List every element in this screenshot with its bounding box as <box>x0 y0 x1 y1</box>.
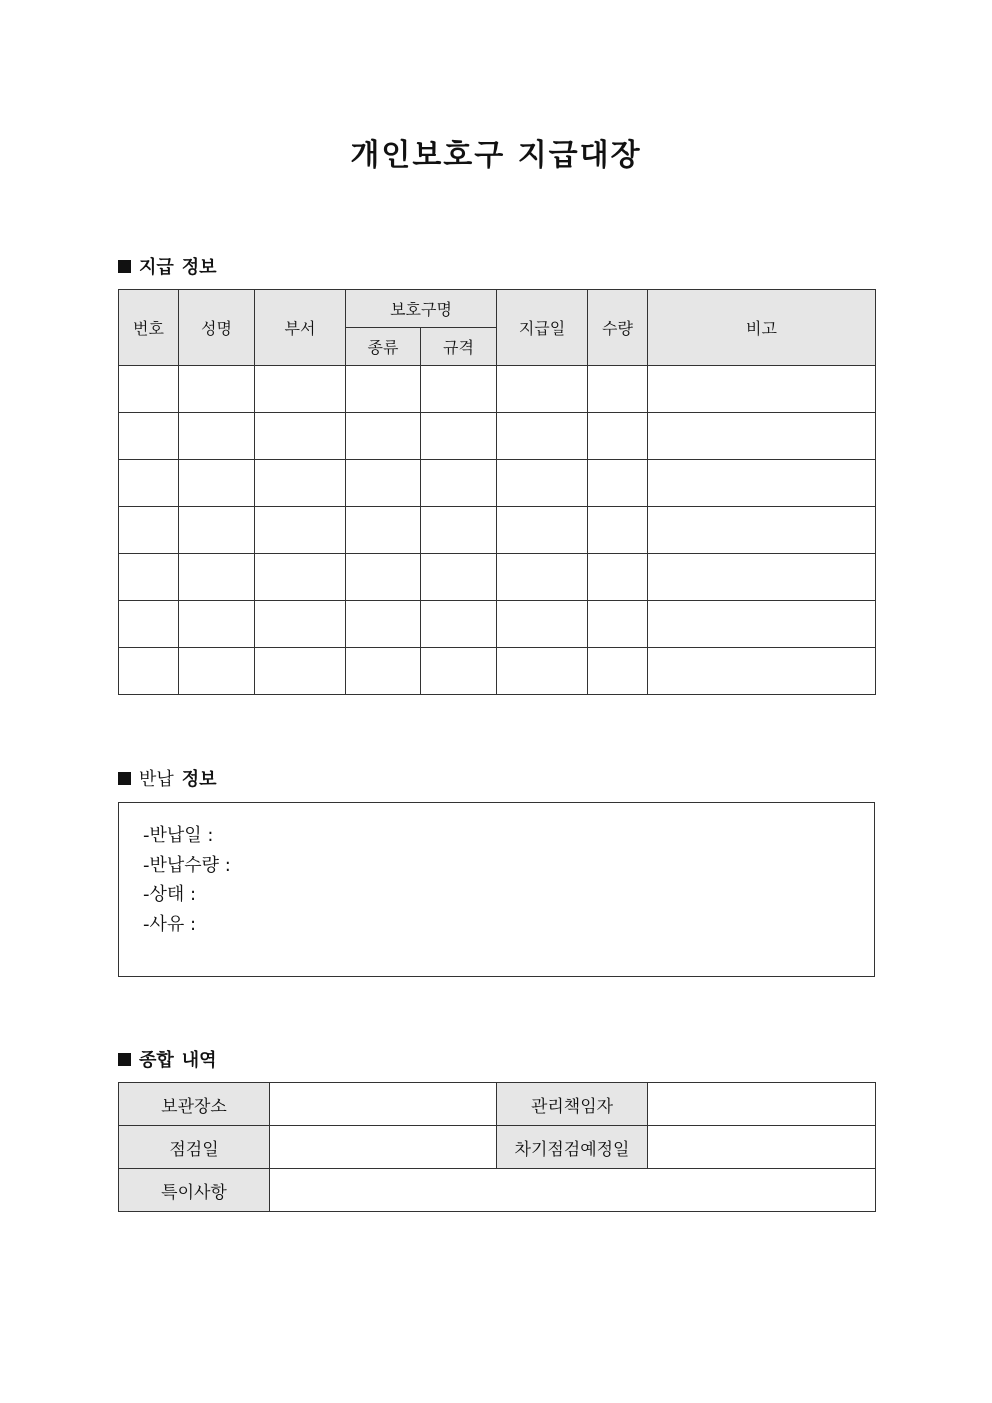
next-inspection-value-cell[interactable] <box>648 1126 876 1169</box>
cell-no[interactable] <box>119 554 179 601</box>
cell-type[interactable] <box>346 648 421 695</box>
cell-note[interactable] <box>648 507 876 554</box>
issue-table-body <box>119 366 876 695</box>
header-date: 지급일 <box>497 290 588 366</box>
header-name: 성명 <box>179 290 255 366</box>
cell-qty[interactable] <box>588 366 648 413</box>
cell-spec[interactable] <box>421 554 497 601</box>
section-heading-summary <box>118 1046 217 1072</box>
cell-name[interactable] <box>179 648 255 695</box>
table-row <box>119 648 876 695</box>
header-ppe-name: 보호구명 <box>346 290 497 328</box>
cell-type[interactable] <box>346 413 421 460</box>
cell-qty[interactable] <box>588 460 648 507</box>
section-heading-summary-suffix: 내역 <box>181 1050 217 1071</box>
remarks-value-cell[interactable] <box>270 1169 876 1212</box>
square-bullet-icon <box>118 1053 131 1066</box>
cell-date[interactable] <box>497 366 588 413</box>
cell-spec[interactable] <box>421 507 497 554</box>
cell-name[interactable] <box>179 366 255 413</box>
cell-qty[interactable] <box>588 648 648 695</box>
cell-dept[interactable] <box>255 648 346 695</box>
cell-date[interactable] <box>497 648 588 695</box>
section-heading-issue <box>118 253 217 279</box>
cell-type[interactable] <box>346 460 421 507</box>
return-info-box <box>118 802 875 977</box>
cell-spec[interactable] <box>421 648 497 695</box>
square-bullet-icon <box>118 772 131 785</box>
storage-label: 보관장소 <box>119 1083 270 1126</box>
cell-note[interactable] <box>648 366 876 413</box>
header-spec: 규격 <box>421 328 497 366</box>
return-qty-line: -반납수량 : <box>143 854 231 876</box>
cell-type[interactable] <box>346 601 421 648</box>
table-row <box>119 460 876 507</box>
cell-no[interactable] <box>119 648 179 695</box>
cell-qty[interactable] <box>588 554 648 601</box>
next-inspection-label: 차기점검예정일 <box>497 1126 648 1169</box>
cell-dept[interactable] <box>255 366 346 413</box>
cell-spec[interactable] <box>421 460 497 507</box>
cell-dept[interactable] <box>255 601 346 648</box>
header-dept: 부서 <box>255 290 346 366</box>
cell-name[interactable] <box>179 460 255 507</box>
cell-name[interactable] <box>179 413 255 460</box>
cell-type[interactable] <box>346 366 421 413</box>
issue-table <box>118 289 876 695</box>
cell-qty[interactable] <box>588 507 648 554</box>
inspection-date-value-cell[interactable] <box>270 1126 497 1169</box>
cell-no[interactable] <box>119 366 179 413</box>
cell-date[interactable] <box>497 460 588 507</box>
table-row <box>119 601 876 648</box>
cell-date[interactable] <box>497 554 588 601</box>
cell-type[interactable] <box>346 507 421 554</box>
cell-date[interactable] <box>497 601 588 648</box>
table-row <box>119 413 876 460</box>
header-qty: 수량 <box>588 290 648 366</box>
header-note: 비고 <box>648 290 876 366</box>
table-row <box>119 554 876 601</box>
table-row <box>119 366 876 413</box>
cell-dept[interactable] <box>255 413 346 460</box>
cell-no[interactable] <box>119 460 179 507</box>
storage-value-cell[interactable] <box>270 1083 497 1126</box>
cell-no[interactable] <box>119 413 179 460</box>
cell-no[interactable] <box>119 601 179 648</box>
cell-note[interactable] <box>648 554 876 601</box>
cell-spec[interactable] <box>421 413 497 460</box>
cell-note[interactable] <box>648 601 876 648</box>
section-heading-return <box>118 765 217 791</box>
cell-date[interactable] <box>497 507 588 554</box>
cell-qty[interactable] <box>588 413 648 460</box>
remarks-label: 특이사항 <box>119 1169 270 1212</box>
cell-note[interactable] <box>648 413 876 460</box>
summary-table <box>118 1082 876 1212</box>
cell-name[interactable] <box>179 507 255 554</box>
cell-note[interactable] <box>648 460 876 507</box>
inspection-date-label: 점검일 <box>119 1126 270 1169</box>
return-reason-line: -사유 : <box>143 913 197 935</box>
section-heading-summary-prefix: 종합 <box>139 1050 174 1071</box>
cell-dept[interactable] <box>255 460 346 507</box>
section-heading-return-prefix: 반납 <box>139 769 174 790</box>
cell-name[interactable] <box>179 601 255 648</box>
page-title: 개인보호구 지급대장 <box>350 138 642 173</box>
section-heading-issue-prefix: 지급 <box>139 257 174 278</box>
cell-date[interactable] <box>497 413 588 460</box>
cell-type[interactable] <box>346 554 421 601</box>
cell-note[interactable] <box>648 648 876 695</box>
manager-value-cell[interactable] <box>648 1083 876 1126</box>
cell-dept[interactable] <box>255 507 346 554</box>
cell-name[interactable] <box>179 554 255 601</box>
table-row <box>119 507 876 554</box>
cell-dept[interactable] <box>255 554 346 601</box>
square-bullet-icon <box>118 260 131 273</box>
cell-no[interactable] <box>119 507 179 554</box>
section-heading-return-suffix: 정보 <box>181 769 217 790</box>
return-date-line: -반납일 : <box>143 825 214 846</box>
section-heading-issue-suffix: 정보 <box>181 257 217 278</box>
return-status-line: -상태 : <box>143 884 197 905</box>
cell-spec[interactable] <box>421 366 497 413</box>
manager-label: 관리책임자 <box>497 1083 648 1126</box>
cell-spec[interactable] <box>421 601 497 648</box>
header-type: 종류 <box>346 328 421 366</box>
header-no: 번호 <box>119 290 179 366</box>
cell-qty[interactable] <box>588 601 648 648</box>
